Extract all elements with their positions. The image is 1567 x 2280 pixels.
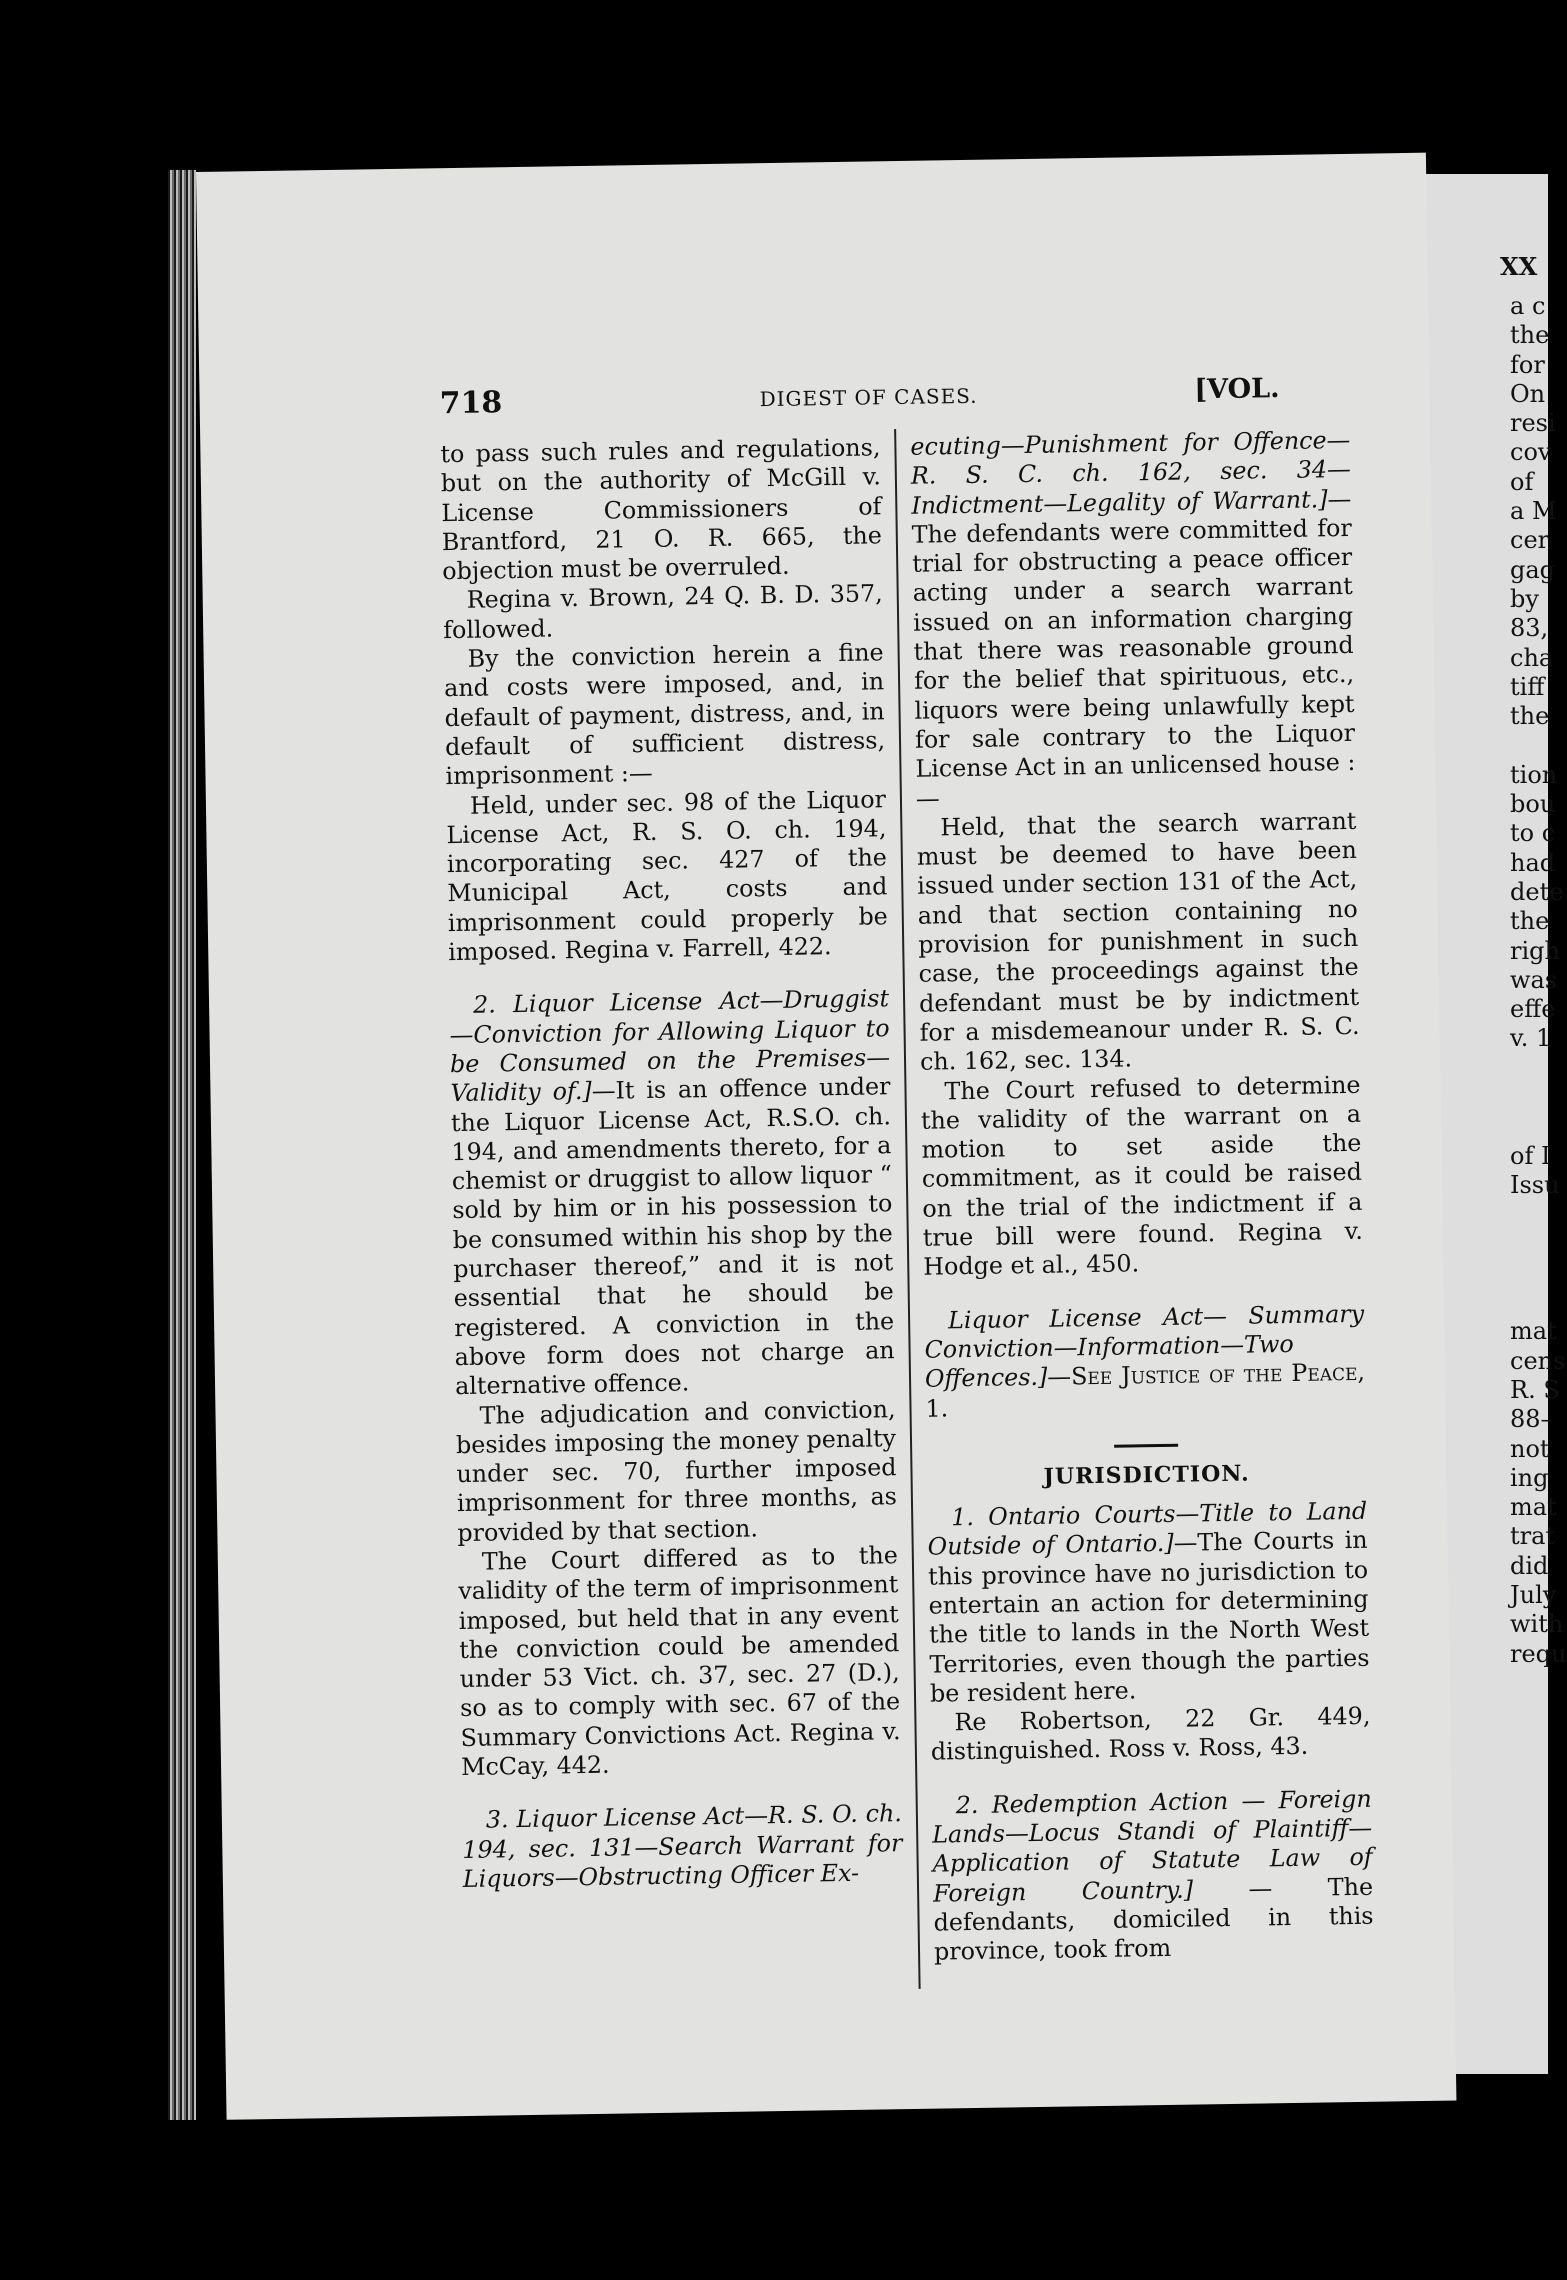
case-entry <box>924 1299 1366 1423</box>
facing-page-line: a M <box>1510 497 1557 526</box>
paragraph: The Court refused to determine the validity of the warrant on a motion to set aside the commitment, as it could be raised on the trial of the indictment if a true bill were found. Regina v. Hodge et al., 450. <box>920 1070 1363 1282</box>
paragraph: Held, that the search warrant must be deemed to have been issued under section 131 of the Act, and that section containing no provision for punishment in such case, the proceedings against the defendant must be by indictment for a misdemeanour under R. S. C. ch. 162, sec. 134. <box>916 806 1360 1076</box>
facing-page-header: XX <box>1500 252 1538 281</box>
facing-page-line: ing <box>1510 1463 1549 1492</box>
left-column <box>440 433 903 1894</box>
case-headnote: 1. Ontario Courts—Title to Land Outside of Ontario.] <box>927 1496 1368 1562</box>
facing-page-line: to c <box>1510 819 1556 848</box>
section-divider <box>1114 1444 1178 1448</box>
facing-page-line: effe <box>1510 995 1556 1024</box>
facing-page-line: On <box>1510 379 1546 408</box>
case-entry <box>462 1799 903 1894</box>
facing-page-line: mat <box>1510 1317 1557 1346</box>
facing-page-line: of I <box>1510 1141 1551 1170</box>
facing-page-line <box>1498 1112 1567 1141</box>
running-title: DIGEST OF CASES. <box>759 383 978 412</box>
facing-page-line: a c <box>1510 292 1546 320</box>
right-column <box>910 426 1374 1967</box>
facing-page-line <box>1498 731 1567 760</box>
facing-page-line: Issu <box>1510 1170 1560 1199</box>
facing-page-line: cer <box>1510 526 1550 555</box>
paragraph: Held, under sec. 98 of the Liquor License Act, R. S. O. ch. 194, incorporating sec. 427 of the Municipal Act, costs and imprisonment could properly be imposed. Regina v. Farrell, 422. <box>446 784 888 967</box>
case-entry <box>910 426 1356 814</box>
facing-page-line: righ <box>1510 936 1560 965</box>
paragraph: Regina v. Brown, 24 Q. B. D. 357, followed. <box>443 579 883 644</box>
paragraph: The adjudication and conviction, besides imposing the money penalty under sec. 70, further imposed imprisonment for three months, as provided by that section. <box>455 1394 898 1547</box>
book-page <box>196 153 1456 2120</box>
page-header <box>439 373 1280 426</box>
facing-page-line: by <box>1510 584 1539 613</box>
case-summary: — The defendants, domiciled in this province, took from <box>933 1872 1374 1966</box>
cross-reference: —See Justice of the Peace, 1. <box>925 1357 1366 1423</box>
facing-page-line <box>1498 1259 1567 1288</box>
case-entry <box>932 1785 1375 1968</box>
paragraph: The Court differed as to the validity of the term of imprisonment imposed, but held that in any event the conviction could be amended under 53 Vict. ch. 37, sec. 27 (D.), so as to comply with sec. 67 of the Summary Convictions Act. Regina v. McCay, 442. <box>458 1541 901 1782</box>
facing-page-line: for <box>1510 350 1545 379</box>
facing-page-line: dete <box>1510 877 1564 906</box>
case-headnote: Liquor License Act— Summary Conviction—Information—Two Offences.] <box>924 1299 1365 1393</box>
facing-page-line: v. 1 <box>1510 1024 1552 1053</box>
facing-page-line: trat <box>1510 1522 1556 1551</box>
facing-page-line: of <box>1510 467 1534 496</box>
case-headnote: 2. Redemption Action — Foreign Lands—Locus Standi of Plaintiff— Application of Statute Law of Foreign Country.] <box>931 1784 1373 1908</box>
facing-page-line: cha <box>1510 643 1554 672</box>
case-summary: —The defendants were committed for trial for obstructing a peace officer acting under a search warrant issued on an information charging that there was reasonable ground for the belief that spirituous, etc., liquors were being unlawfully kept for sale contrary to the Liquor License Act in an unlicensed house :— <box>911 484 1356 813</box>
facing-page-line: July <box>1510 1581 1557 1610</box>
facing-page-line: mat <box>1510 1493 1557 1522</box>
section-heading: JURISDICTION. <box>1043 1460 1250 1490</box>
facing-page-line: resi <box>1510 409 1556 438</box>
facing-page-line: with <box>1510 1610 1564 1639</box>
facing-page-line: R. S <box>1510 1375 1560 1404</box>
case-headnote: 3. Liquor License Act—R. S. O. ch. 194, sec. 131—Search Warrant for Liquors—Obstructing Officer Ex- <box>462 1799 903 1893</box>
case-headnote: 2. Liquor License Act—Druggist —Conviction for Allowing Liquor to be Consumed on the Premises—Validity of.] <box>449 984 891 1108</box>
facing-page-line: had <box>1510 848 1556 877</box>
page-number: 718 <box>439 385 503 422</box>
facing-page-line: requ <box>1510 1639 1567 1668</box>
facing-page-line: tion <box>1510 760 1558 789</box>
facing-page-text <box>1498 292 1567 1669</box>
paragraph: By the conviction herein a fine and costs were imposed, and, in default of payment, distress, and, in default of sufficient distress, imprisonment :— <box>443 638 886 791</box>
facing-page-line <box>1498 1200 1567 1229</box>
case-summary: —It is an offence under the Liquor License Act, R.S.O. ch. 194, and amendments thereto, for a chemist or druggist to allow liquor “ sold by him or in his possession to be consumed within his shop by the purchaser thereof,” and it is not essential that he should be registered. A conviction in the above form does not charge an alternative offence. <box>450 1072 895 1401</box>
facing-page-line: cov <box>1510 438 1552 467</box>
case-headnote: ecuting—Punishment for Offence— R. S. C. ch. 162, sec. 34—Indictment—Legality of Warrant.] <box>910 425 1352 520</box>
facing-page-line: was <box>1510 965 1558 994</box>
facing-page-line: 83, <box>1510 614 1549 643</box>
book-page-edges <box>168 170 196 2120</box>
facing-page-line: tiff <box>1510 672 1545 701</box>
facing-page-line: the <box>1510 702 1550 731</box>
case-entry <box>927 1497 1370 1709</box>
case-summary: —The Courts in this province have no jurisdiction to entertain an action for determining the title to lands in the North West Territories, even though the parties be resident here. <box>927 1526 1370 1708</box>
facing-page-line: not <box>1510 1434 1550 1463</box>
facing-page-line <box>1498 1288 1567 1317</box>
paragraph: to pass such rules and regulations, but on the authority of McGill v. License Commissioners of Brantford, 21 O. R. 665, the objection must be overruled. <box>440 433 883 586</box>
case-entry <box>449 985 895 1402</box>
facing-page-line: cens <box>1510 1346 1566 1375</box>
facing-page-line: the <box>1510 907 1550 936</box>
facing-page-line: bou <box>1510 790 1556 819</box>
facing-page-line <box>1498 1230 1567 1259</box>
paragraph: Re Robertson, 22 Gr. 449, distinguished. Ross v. Ross, 43. <box>930 1701 1371 1767</box>
facing-page-line <box>1498 1054 1567 1083</box>
facing-page-line: did <box>1510 1551 1549 1580</box>
facing-page-line: gag <box>1510 555 1556 584</box>
facing-page-line: the <box>1510 321 1550 350</box>
volume-mark: [VOL. <box>1194 373 1280 406</box>
facing-page-line <box>1498 1083 1567 1112</box>
facing-page-line: 88– <box>1510 1405 1553 1434</box>
